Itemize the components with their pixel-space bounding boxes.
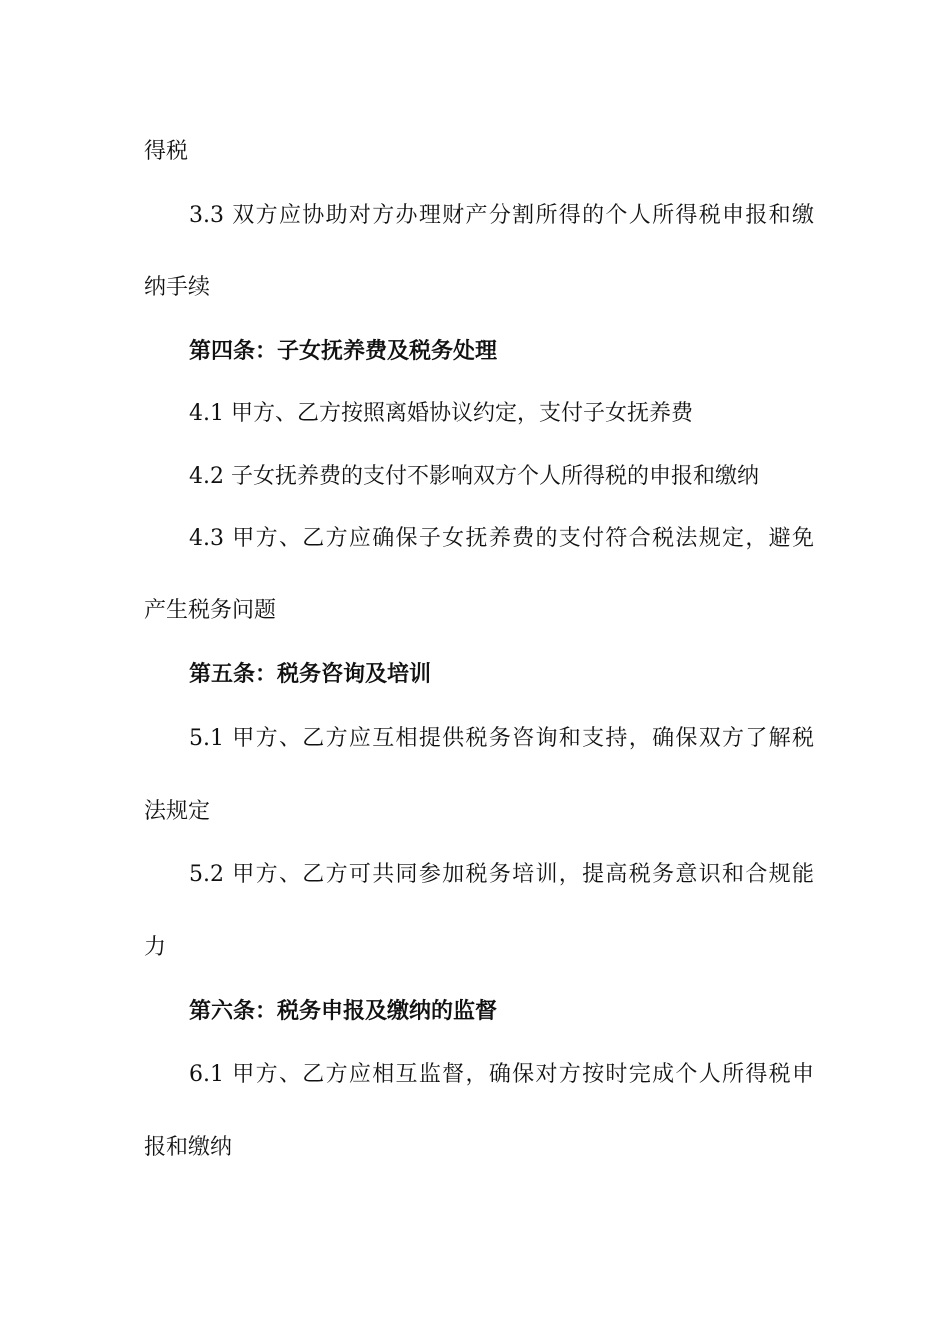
paragraph-continuation: 力 [144, 935, 167, 960]
clause-6-1: 6.1 甲方、乙方应相互监督，确保对方按时完成个人所得税申 [189, 1062, 814, 1087]
clause-5-2: 5.2 甲方、乙方可共同参加税务培训，提高税务意识和合规能 [189, 862, 814, 887]
clause-4-2: 4.2 子女抚养费的支付不影响双方个人所得税的申报和缴纳 [189, 464, 759, 489]
article-4-heading: 第四条：子女抚养费及税务处理 [189, 339, 498, 364]
article-5-heading: 第五条：税务咨询及培训 [189, 662, 432, 687]
paragraph-continuation: 法规定 [144, 799, 211, 824]
clause-4-3: 4.3 甲方、乙方应确保子女抚养费的支付符合税法规定，避免 [189, 526, 814, 551]
paragraph-continuation: 纳手续 [144, 275, 211, 300]
paragraph-continuation: 得税 [144, 139, 189, 164]
clause-5-1: 5.1 甲方、乙方应互相提供税务咨询和支持，确保双方了解税 [189, 726, 814, 751]
paragraph-continuation: 报和缴纳 [144, 1135, 233, 1160]
clause-4-1: 4.1 甲方、乙方按照离婚协议约定，支付子女抚养费 [189, 401, 693, 426]
paragraph-continuation: 产生税务问题 [144, 598, 277, 623]
clause-3-3: 3.3 双方应协助对方办理财产分割所得的个人所得税申报和缴 [189, 203, 814, 228]
article-6-heading: 第六条：税务申报及缴纳的监督 [189, 999, 498, 1024]
